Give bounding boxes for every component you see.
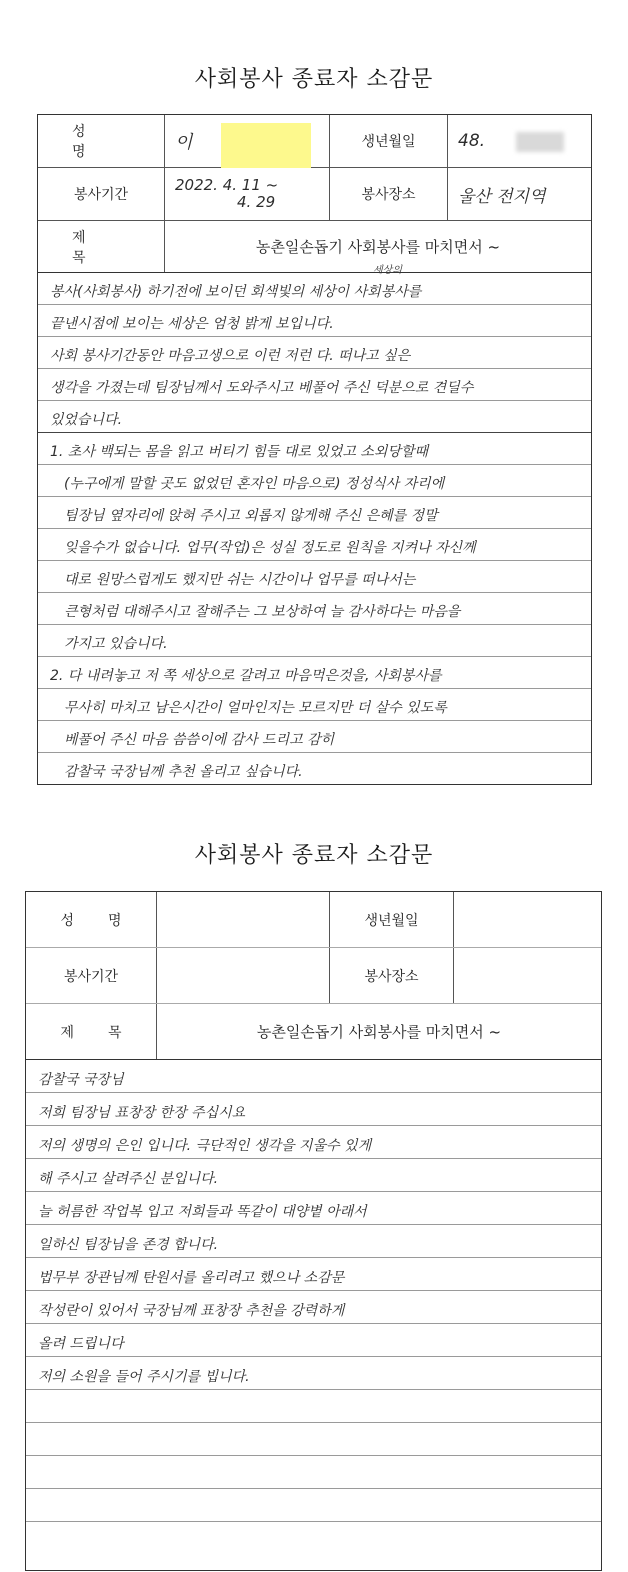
birth-redaction-blur xyxy=(516,132,564,152)
form-title: 사회봉사 종료자 소감문 xyxy=(194,843,434,868)
insertion-note: 세상의 xyxy=(373,265,402,276)
place-value: 울산 전지역 xyxy=(458,186,546,207)
body-line xyxy=(26,1423,601,1456)
period-label: 봉사기간 xyxy=(26,948,157,1003)
body-line: 감찰국 국장님께 추천 올리고 싶습니다. xyxy=(64,764,303,780)
subject-value: 농촌일손돕기 사회봉사를 마치면서 ~ xyxy=(256,1023,502,1041)
header-row-period xyxy=(26,948,601,1004)
body-line: 법무부 장관님께 탄원서를 올리려고 했으나 소감문 xyxy=(26,1258,601,1291)
form-sheet xyxy=(25,891,602,1571)
header-row-subject xyxy=(26,1004,601,1060)
body-line: 봉사(사회봉사) 하기전에 보이던 회색빛의 세상이 사회봉사를 xyxy=(38,273,591,305)
period-value xyxy=(157,948,330,1003)
body-line: 저희 팀장님 표창장 한장 주십시요 xyxy=(26,1093,601,1126)
body-line: 2. 다 내려놓고 저 쪽 세상으로 갈려고 마음먹은것을, 사회봉사를 xyxy=(38,657,591,689)
body-line xyxy=(26,1456,601,1489)
birth-value xyxy=(454,892,601,947)
subject-label: 제목 xyxy=(38,221,165,272)
body-line: 있었습니다. xyxy=(38,401,591,433)
subject-label: 제목 xyxy=(26,1004,157,1059)
body-line: 베풀어 주신 마음 씀씀이에 감사 드리고 감히 xyxy=(38,721,591,753)
body-line: 저의 소원을 들어 주시기를 빕니다. xyxy=(26,1357,601,1390)
body-line: 끝낸시점에 보이는 세상은 엄청 밝게 보입니다. xyxy=(38,305,591,337)
body-line: 생각을 가졌는데 팀장님께서 도와주시고 베풀어 주신 덕분으로 견딜수 xyxy=(38,369,591,401)
name-label: 성명 xyxy=(38,115,165,167)
period-label: 봉사기간 xyxy=(38,168,165,220)
form-title: 사회봉사 종료자 소감문 xyxy=(194,67,434,92)
header-row-period xyxy=(38,168,591,221)
body-line: 올려 드립니다 xyxy=(26,1324,601,1357)
name-value: 이 xyxy=(175,132,193,153)
body-line: 늘 허름한 작업복 입고 저희들과 똑같이 대양볕 아래서 xyxy=(26,1192,601,1225)
body-line: 사회 봉사기간동안 마음고생으로 이런 저런 다. 떠나고 싶은 xyxy=(38,337,591,369)
body-line: 팀장님 옆자리에 앉혀 주시고 외롭지 않게해 주신 은혜를 정말 xyxy=(38,497,591,529)
name-redaction-highlight xyxy=(221,123,311,168)
header-row-name xyxy=(38,115,591,168)
body-line: 해 주시고 살려주신 분입니다. xyxy=(26,1159,601,1192)
period-value-start: 2022. 4. 11 ~ xyxy=(175,176,279,194)
reflection-body xyxy=(38,265,591,784)
body-line: (누구에게 말할 곳도 없었던 혼자인 마음으로) 정성식사 자리에 xyxy=(38,465,591,497)
subject-value: 농촌일손돕기 사회봉사를 마치면서 ~ xyxy=(255,238,501,256)
place-label: 봉사장소 xyxy=(330,948,454,1003)
place-value xyxy=(454,948,601,1003)
period-field xyxy=(165,168,330,220)
body-line: 잊을수가 없습니다. 업무(작업)은 성실 정도로 원칙을 지켜나 자신께 xyxy=(38,529,591,561)
body-line xyxy=(26,1390,601,1423)
reflection-body xyxy=(26,1060,601,1570)
body-line: 무사히 마치고 남은시간이 얼마인지는 모르지만 더 살수 있도록 xyxy=(38,689,591,721)
body-line xyxy=(26,1522,601,1572)
name-label: 성명 xyxy=(26,892,157,947)
body-line: 작성란이 있어서 국장님께 표창장 추천을 강력하게 xyxy=(26,1291,601,1324)
birth-value: 48. xyxy=(458,131,486,151)
body-line: 큰형처럼 대해주시고 잘해주는 그 보상하여 늘 감사하다는 마음을 xyxy=(38,593,591,625)
form-sheet xyxy=(37,114,592,785)
body-line: 저의 생명의 은인 입니다. 극단적인 생각을 지울수 있게 xyxy=(26,1126,601,1159)
period-value-end: 4. 29 xyxy=(237,193,276,211)
body-line: 가지고 있습니다. xyxy=(38,625,591,657)
name-value xyxy=(157,892,330,947)
body-line: 일하신 팀장님을 존경 합니다. xyxy=(26,1225,601,1258)
birth-label: 생년월일 xyxy=(330,115,448,167)
body-line: 대로 원망스럽게도 했지만 쉬는 시간이나 업무를 떠나서는 xyxy=(38,561,591,593)
body-line: 1. 초사 백되는 몸을 읽고 버티기 힘들 대로 있었고 소외당할때 xyxy=(38,433,591,465)
body-line: 감찰국 국장님 xyxy=(26,1060,601,1093)
header-row-subject xyxy=(38,221,591,273)
header-row-name xyxy=(26,892,601,948)
body-line xyxy=(26,1489,601,1522)
birth-label: 생년월일 xyxy=(330,892,454,947)
place-label: 봉사장소 xyxy=(330,168,448,220)
